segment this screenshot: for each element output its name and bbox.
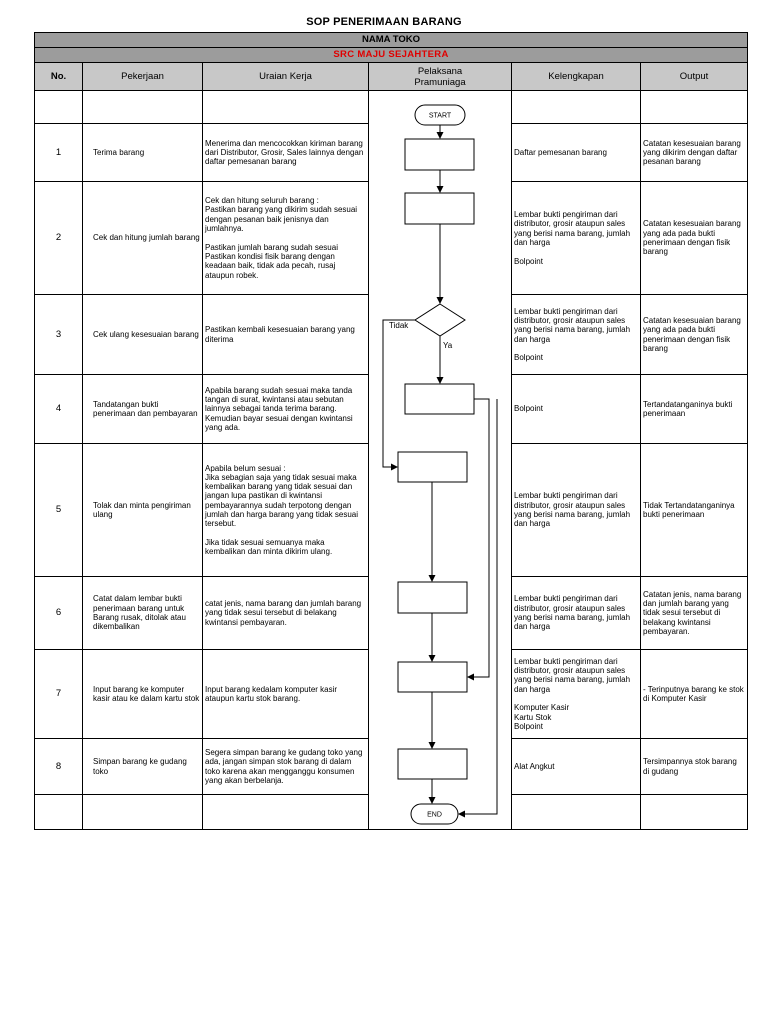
spacer-row-top: [35, 91, 748, 124]
row-equipment: Lembar bukti pengiriman dari distributor, grosir ataupun sales yang berisi nama barang, jumlah dan harga: [512, 444, 641, 577]
yes-branch-label: Ya: [443, 341, 453, 350]
row-number: 7: [35, 650, 83, 739]
row-equipment: Lembar bukti pengiriman dari distributor, grosir ataupun sales yang berisi nama barang, jumlah dan harga Komputer Kasir Kartu Stok Bolpoint: [512, 650, 641, 739]
row-number: 6: [35, 577, 83, 650]
row-number: 8: [35, 739, 83, 795]
store-label: NAMA TOKO: [35, 33, 748, 48]
row-output: Tidak Tertandatanganinya bukti penerimaan: [641, 444, 748, 577]
row-output: Catatan kesesuaian barang yang ada pada bukti penerimaan dengan fisik barang: [641, 295, 748, 375]
row-equipment: Lembar bukti pengiriman dari distributor, grosir ataupun sales yang berisi nama barang, jumlah dan harga: [512, 577, 641, 650]
end-label: END: [427, 811, 442, 819]
row-output: Tersimpannya stok barang di gudang: [641, 739, 748, 795]
row-description: Cek dan hitung seluruh barang : Pastikan barang yang dikirim sudah sesuai dengan pesanan baik jenisnya dan jumlahnya. Pastikan jumlah barang sudah sesuai Pastikan kondisi fisik barang dengan keadaan baik, tidak ada pecah, rusaj ataupun robek.: [203, 182, 369, 295]
row-job: Cek dan hitung jumlah barang: [83, 182, 203, 295]
row-number: 4: [35, 375, 83, 444]
row-description: Pastikan kembali kesesuaian barang yang diterima: [203, 295, 369, 375]
row-description: Menerima dan mencocokkan kiriman barang dari Distributor, Grosir, Sales lainnya dengan daftar pemesanan barang: [203, 124, 369, 182]
row-job: Cek ulang kesesuaian barang: [83, 295, 203, 375]
header-no: No.: [35, 63, 83, 91]
header-output: Output: [641, 63, 748, 91]
header-equipment: Kelengkapan: [512, 63, 641, 91]
row-number: 1: [35, 124, 83, 182]
row-output: Catatan jenis, nama barang dan jumlah barang yang tidak sesui tersebut di belakang kwintansi pembayaran.: [641, 577, 748, 650]
start-label: START: [428, 112, 452, 120]
row-job: Terima barang: [83, 124, 203, 182]
row-output: - Terinputnya barang ke stok di Komputer Kasir: [641, 650, 748, 739]
row-equipment: Lembar bukti pengiriman dari distributor, grosir ataupun sales yang berisi nama barang, jumlah dan harga Bolpoint: [512, 182, 641, 295]
row-output: Tertandatanganinya bukti penerimaan: [641, 375, 748, 444]
row-output: Catatan kesesuaian barang yang ada pada bukti penerimaan dengan fisik barang: [641, 182, 748, 295]
row-job: Tolak dan minta pengiriman ulang: [83, 444, 203, 577]
header-executor: Pelaksana Pramuniaga: [369, 63, 512, 91]
document-title: SOP PENERIMAAN BARANG: [306, 16, 462, 28]
row-equipment: Lembar bukti pengiriman dari distributor, grosir ataupun sales yang berisi nama barang, jumlah dan harga Bolpoint: [512, 295, 641, 375]
row-job: Input barang ke komputer kasir atau ke dalam kartu stok: [83, 650, 203, 739]
no-branch-label: Tidak: [389, 321, 409, 330]
store-name: SRC MAJU SEJAHTERA: [35, 48, 748, 63]
row-equipment: Daftar pemesanan barang: [512, 124, 641, 182]
row-equipment: Alat Angkut: [512, 739, 641, 795]
row-description: Segera simpan barang ke gudang toko yang ada, jangan simpan stok barang di dalam toko karena akan mengganggu konsumen yang akan berbelanja.: [203, 739, 369, 795]
sop-table: [34, 32, 748, 830]
row-number: 3: [35, 295, 83, 375]
row-equipment: Bolpoint: [512, 375, 641, 444]
row-number: 5: [35, 444, 83, 577]
row-description: Apabila belum sesuai : Jika sebagian saja yang tidak sesuai maka kembalikan barang yang tidak sesuai dan jangan lupa pastikan di kwintansi pembayarannya sudah terpotong dengan jumlah dan harga barang yang tidak sesuai tersebut. Jika tidak sesuai semuanya maka kembalikan dan minta dikirim ulang.: [203, 444, 369, 577]
row-job: Simpan barang ke gudang toko: [83, 739, 203, 795]
row-job: Tandatangan bukti penerimaan dan pembayaran: [83, 375, 203, 444]
header-job: Pekerjaan: [83, 63, 203, 91]
row-description: catat jenis, nama barang dan jumlah barang yang tidak sesui tersebut di belakang kwintansi pembayaran.: [203, 577, 369, 650]
row-description: Input barang kedalam komputer kasir ataupun kartu stok barang.: [203, 650, 369, 739]
row-number: 2: [35, 182, 83, 295]
row-output: Catatan kesesuaian barang yang dikirim dengan daftar pesanan barang: [641, 124, 748, 182]
row-job: Catat dalam lembar bukti penerimaan barang untuk Barang rusak, ditolak atau dikembalikan: [83, 577, 203, 650]
row-description: Apabila barang sudah sesuai maka tanda tangan di surat, kwintansi atau sebutan lainnya sebagai tanda terima barang. Kemudian bayar sesuai dengan kwintansi yang ada.: [203, 375, 369, 444]
header-description: Uraian Kerja: [203, 63, 369, 91]
